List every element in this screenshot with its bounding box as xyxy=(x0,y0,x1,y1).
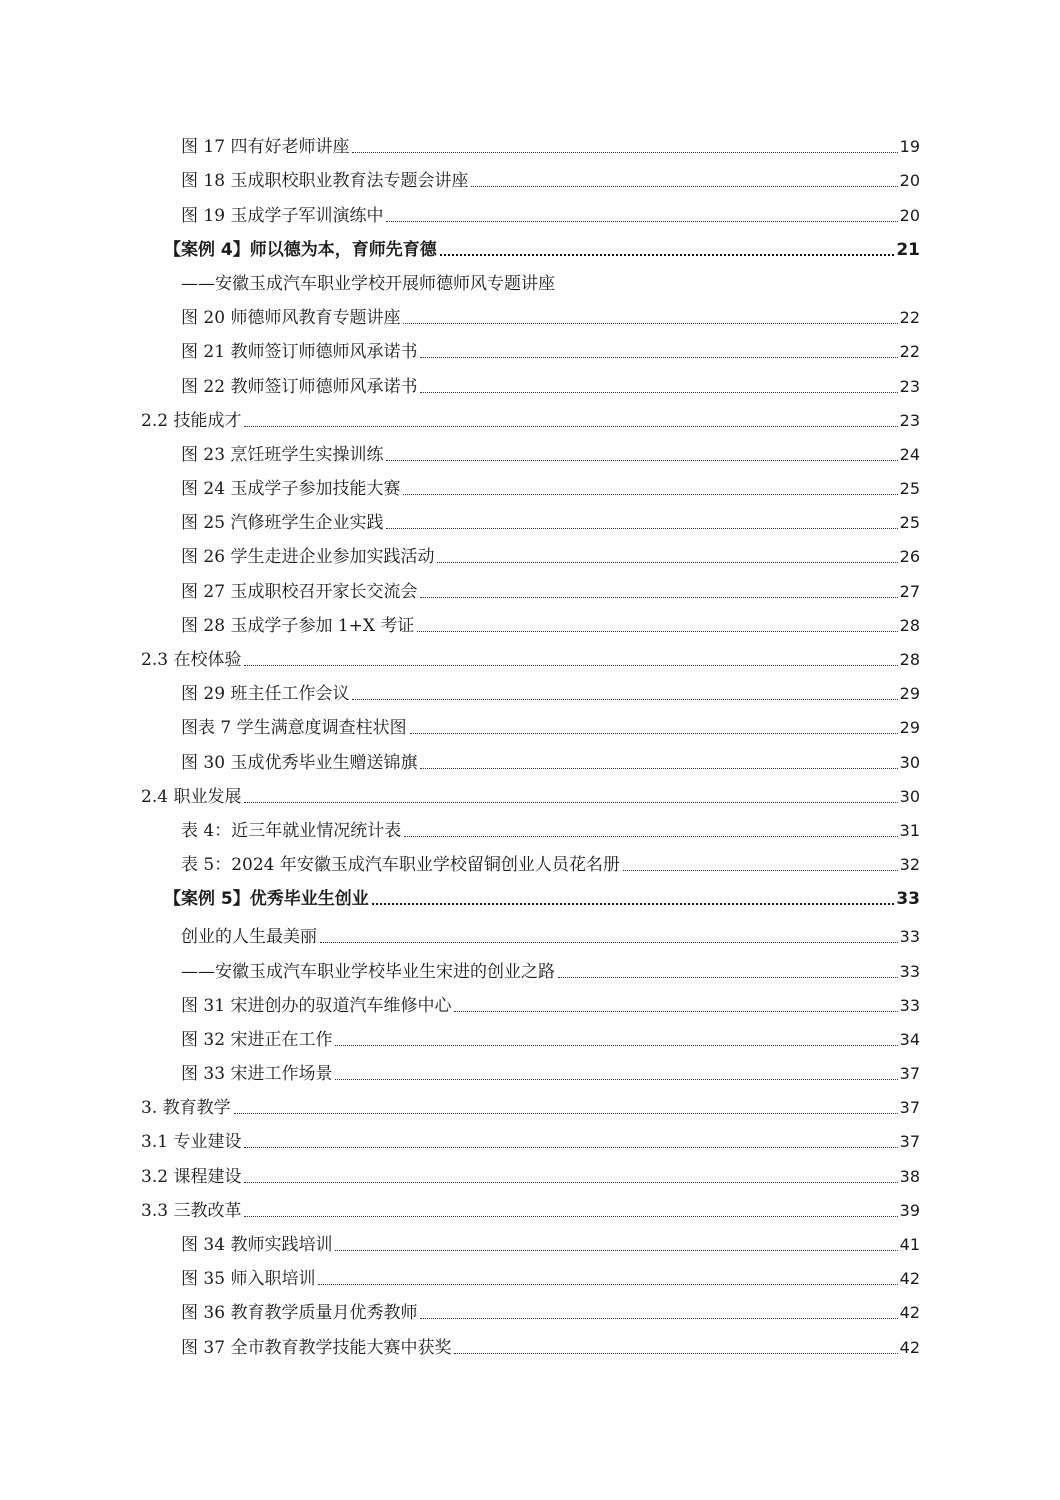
dot-leader xyxy=(244,426,897,427)
toc-entry-label: 图 25 汽修班学生企业实践 xyxy=(181,512,386,534)
toc-entry[interactable] xyxy=(0,1290,1060,1324)
toc-page-number: 21 xyxy=(896,239,920,260)
toc-page-number: 23 xyxy=(899,376,920,396)
toc-page-number: 33 xyxy=(899,927,920,947)
toc-entry-label: 3.2 课程建设 xyxy=(141,1166,244,1188)
toc-page-number: 31 xyxy=(899,820,920,840)
toc-section-entry[interactable] xyxy=(0,774,1060,808)
dot-leader xyxy=(420,597,897,598)
toc-page-number: 24 xyxy=(899,444,920,464)
toc-entry[interactable] xyxy=(0,568,1060,602)
toc-entry[interactable] xyxy=(0,500,1060,534)
toc-page-number: 27 xyxy=(899,581,920,601)
dot-leader xyxy=(244,1182,897,1183)
dot-leader xyxy=(244,1147,897,1148)
toc-entry-label: 图 18 玉成职校职业教育法专题会讲座 xyxy=(181,170,471,192)
dot-leader xyxy=(386,528,897,529)
toc-page-number: 32 xyxy=(899,855,920,875)
toc-case-entry[interactable] xyxy=(0,227,1060,261)
toc-section-entry[interactable] xyxy=(0,1153,1060,1187)
toc-entry-label: 3.3 三教改革 xyxy=(141,1200,244,1222)
toc-entry-label: 图 31 宋进创办的驭道汽车维修中心 xyxy=(181,995,454,1017)
dot-leader xyxy=(403,323,897,324)
toc-page-number: 29 xyxy=(899,718,920,738)
dot-leader xyxy=(440,254,895,256)
toc-entry-label: 图表 7 学生满意度调查柱状图 xyxy=(181,717,410,739)
toc-entry[interactable] xyxy=(0,739,1060,773)
toc-entry[interactable] xyxy=(0,671,1060,705)
dot-leader xyxy=(403,494,897,495)
toc-entry[interactable] xyxy=(0,603,1060,637)
toc-entry[interactable] xyxy=(0,363,1060,397)
toc-page-number: 33 xyxy=(899,961,920,981)
toc-page-number: 33 xyxy=(896,889,920,910)
toc-entry[interactable] xyxy=(0,842,1060,876)
toc-entry-label: 图 26 学生走进企业参加实践活动 xyxy=(181,546,437,568)
dot-leader xyxy=(417,631,897,632)
dot-leader xyxy=(352,699,897,700)
dot-leader xyxy=(386,221,897,222)
toc-entry[interactable] xyxy=(0,192,1060,226)
toc-page-number: 42 xyxy=(899,1303,920,1323)
toc-entry-label: 图 30 玉成优秀毕业生赠送锦旗 xyxy=(181,752,420,774)
dot-leader xyxy=(437,562,897,563)
toc-entry[interactable] xyxy=(0,534,1060,568)
toc-entry-label: ——安徽玉成汽车职业学校开展师德师风专题讲座 xyxy=(181,273,558,295)
toc-entry-label: 表 5：2024 年安徽玉成汽车职业学校留铜创业人员花名册 xyxy=(181,854,623,876)
toc-page-number: 19 xyxy=(899,137,920,157)
toc-entry[interactable] xyxy=(0,1256,1060,1290)
toc-entry[interactable] xyxy=(0,808,1060,842)
toc-entry-label: 图 19 玉成学子军训演练中 xyxy=(181,205,386,227)
toc-page-number: 34 xyxy=(899,1029,920,1049)
toc-entry-label: 图 36 教育教学质量月优秀教师 xyxy=(181,1302,420,1324)
toc-subtitle xyxy=(0,261,1060,295)
toc-entry-label: 3.1 专业建设 xyxy=(141,1131,244,1153)
dot-leader xyxy=(320,942,898,943)
toc-chapter-entry[interactable] xyxy=(0,1085,1060,1119)
toc-entry-label: 图 27 玉成职校召开家长交流会 xyxy=(181,581,420,603)
toc-entry[interactable] xyxy=(0,158,1060,192)
toc-page-number: 28 xyxy=(899,650,920,669)
table-of-contents xyxy=(0,124,1060,1359)
dot-leader xyxy=(420,1318,897,1319)
toc-page-number: 25 xyxy=(899,513,920,533)
toc-entry-label: 【案例 4】师以德为本，育师先育德 xyxy=(164,239,440,261)
toc-section-entry[interactable] xyxy=(0,1119,1060,1153)
dot-leader xyxy=(335,1045,897,1046)
toc-entry-label: 图 37 全市教育教学技能大赛中获奖 xyxy=(181,1337,454,1359)
toc-page-number: 37 xyxy=(899,1098,920,1118)
toc-page-number: 33 xyxy=(899,995,920,1015)
toc-page-number: 26 xyxy=(899,547,920,567)
toc-entry-label: 图 23 烹饪班学生实操训练 xyxy=(181,444,386,466)
dot-leader xyxy=(352,152,897,153)
toc-page-number: 37 xyxy=(899,1064,920,1084)
dot-leader xyxy=(372,903,895,905)
toc-page-number: 42 xyxy=(899,1337,920,1357)
dot-leader xyxy=(623,870,898,871)
toc-page-number: 30 xyxy=(899,752,920,772)
toc-page-number: 20 xyxy=(899,205,920,225)
toc-page-number: 25 xyxy=(899,479,920,499)
toc-entry[interactable] xyxy=(0,1051,1060,1085)
toc-page-number: 29 xyxy=(899,684,920,704)
toc-page-number: 37 xyxy=(899,1132,920,1152)
toc-entry[interactable] xyxy=(0,295,1060,329)
toc-entry-label: 3. 教育教学 xyxy=(141,1097,234,1119)
toc-section-entry[interactable] xyxy=(0,1188,1060,1222)
toc-entry-label: 图 32 宋进正在工作 xyxy=(181,1029,335,1051)
toc-entry-label: ——安徽玉成汽车职业学校毕业生宋进的创业之路 xyxy=(181,961,558,983)
dot-leader xyxy=(244,802,897,803)
toc-entry-label: 图 24 玉成学子参加技能大赛 xyxy=(181,478,403,500)
toc-entry-label: 图 29 班主任工作会议 xyxy=(181,683,352,705)
toc-page-number: 28 xyxy=(899,615,920,635)
dot-leader xyxy=(335,1079,897,1080)
dot-leader xyxy=(454,1011,897,1012)
toc-entry[interactable] xyxy=(0,948,1060,982)
toc-page-number: 42 xyxy=(899,1269,920,1289)
toc-entry[interactable] xyxy=(0,705,1060,739)
toc-page-number: 23 xyxy=(899,410,920,430)
toc-page-number: 20 xyxy=(899,171,920,191)
dot-leader xyxy=(420,768,897,769)
toc-entry[interactable] xyxy=(0,910,1060,948)
dot-leader xyxy=(420,392,897,393)
dot-leader xyxy=(558,977,898,978)
toc-entry[interactable] xyxy=(0,466,1060,500)
dot-leader xyxy=(234,1113,898,1114)
toc-section-entry[interactable] xyxy=(0,398,1060,432)
dot-leader xyxy=(471,186,897,187)
toc-page-number: 22 xyxy=(899,342,920,362)
toc-entry[interactable] xyxy=(0,1222,1060,1256)
dot-leader xyxy=(454,1353,897,1354)
toc-entry-label: 2.2 技能成才 xyxy=(141,410,244,432)
toc-page-number: 39 xyxy=(899,1200,920,1220)
toc-entry[interactable] xyxy=(0,1324,1060,1358)
toc-entry[interactable] xyxy=(0,329,1060,363)
dot-leader xyxy=(404,836,897,837)
toc-page-number: 22 xyxy=(899,308,920,328)
toc-entry-label: 2.4 职业发展 xyxy=(141,786,244,808)
dot-leader xyxy=(244,1216,897,1217)
toc-entry[interactable] xyxy=(0,124,1060,158)
toc-entry-label: 【案例 5】优秀毕业生创业 xyxy=(164,888,372,910)
toc-page-number: 41 xyxy=(899,1235,920,1254)
toc-case-entry[interactable] xyxy=(0,876,1060,910)
toc-entry-label: 图 17 四有好老师讲座 xyxy=(181,136,352,158)
toc-entry-label: 图 22 教师签订师德师风承诺书 xyxy=(181,376,420,398)
dot-leader xyxy=(244,665,897,666)
toc-entry-label: 图 35 师入职培训 xyxy=(181,1268,318,1290)
toc-section-entry[interactable] xyxy=(0,637,1060,671)
dot-leader xyxy=(335,1250,897,1251)
toc-page-number: 38 xyxy=(899,1166,920,1186)
toc-entry-label: 创业的人生最美丽 xyxy=(181,926,320,948)
toc-entry[interactable] xyxy=(0,432,1060,466)
toc-entry[interactable] xyxy=(0,1017,1060,1051)
toc-entry-label: 图 33 宋进工作场景 xyxy=(181,1063,335,1085)
toc-page-number: 30 xyxy=(899,786,920,806)
toc-entry[interactable] xyxy=(0,983,1060,1017)
toc-entry-label: 图 20 师德师风教育专题讲座 xyxy=(181,307,403,329)
toc-entry-label: 图 28 玉成学子参加 1+X 考证 xyxy=(181,615,417,637)
toc-entry-label: 表 4：近三年就业情况统计表 xyxy=(181,820,404,842)
toc-entry-label: 2.3 在校体验 xyxy=(141,649,244,671)
dot-leader xyxy=(318,1284,897,1285)
dot-leader xyxy=(420,357,897,358)
toc-entry-label: 图 21 教师签订师德师风承诺书 xyxy=(181,341,420,363)
toc-entry-label: 图 34 教师实践培训 xyxy=(181,1234,335,1256)
dot-leader xyxy=(410,733,898,734)
dot-leader xyxy=(386,460,897,461)
